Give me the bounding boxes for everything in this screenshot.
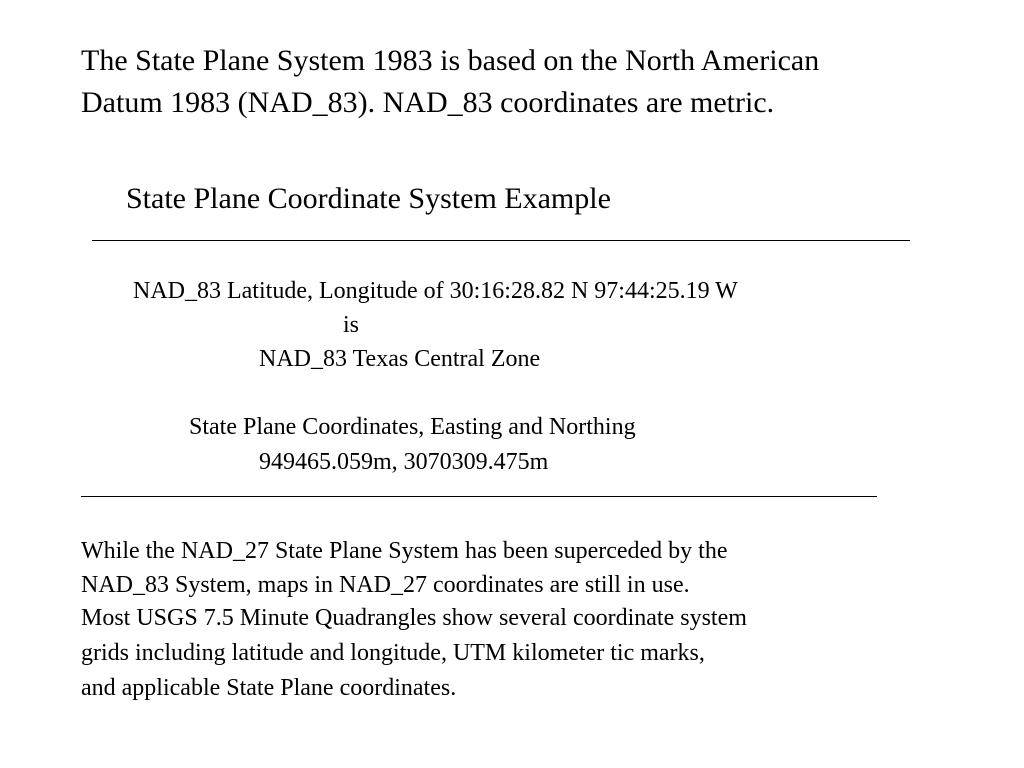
intro-line-2: Datum 1983 (NAD_83). NAD_83 coordinates are metric. xyxy=(81,86,775,119)
note-line-5: and applicable State Plane coordinates. xyxy=(81,675,457,701)
coords-label: State Plane Coordinates, Easting and Northing xyxy=(189,414,636,440)
note-line-1: While the NAD_27 State Plane System has been superceded by the xyxy=(81,538,728,564)
bottom-divider xyxy=(81,496,877,497)
intro-line-1: The State Plane System 1983 is based on the North American xyxy=(81,44,820,77)
note-line-2: NAD_83 System, maps in NAD_27 coordinates are still in use. xyxy=(81,572,690,598)
top-divider xyxy=(92,240,910,241)
connector-text: is xyxy=(343,312,360,338)
note-line-3: Most USGS 7.5 Minute Quadrangles show several coordinate system xyxy=(81,605,747,631)
note-line-4: grids including latitude and longitude, UTM kilometer tic marks, xyxy=(81,640,705,666)
latlon-line: NAD_83 Latitude, Longitude of 30:16:28.82 N 97:44:25.19 W xyxy=(133,278,738,304)
zone-text: NAD_83 Texas Central Zone xyxy=(259,346,541,372)
example-title: State Plane Coordinate System Example xyxy=(126,182,611,215)
coords-value: 949465.059m, 3070309.475m xyxy=(259,449,549,475)
